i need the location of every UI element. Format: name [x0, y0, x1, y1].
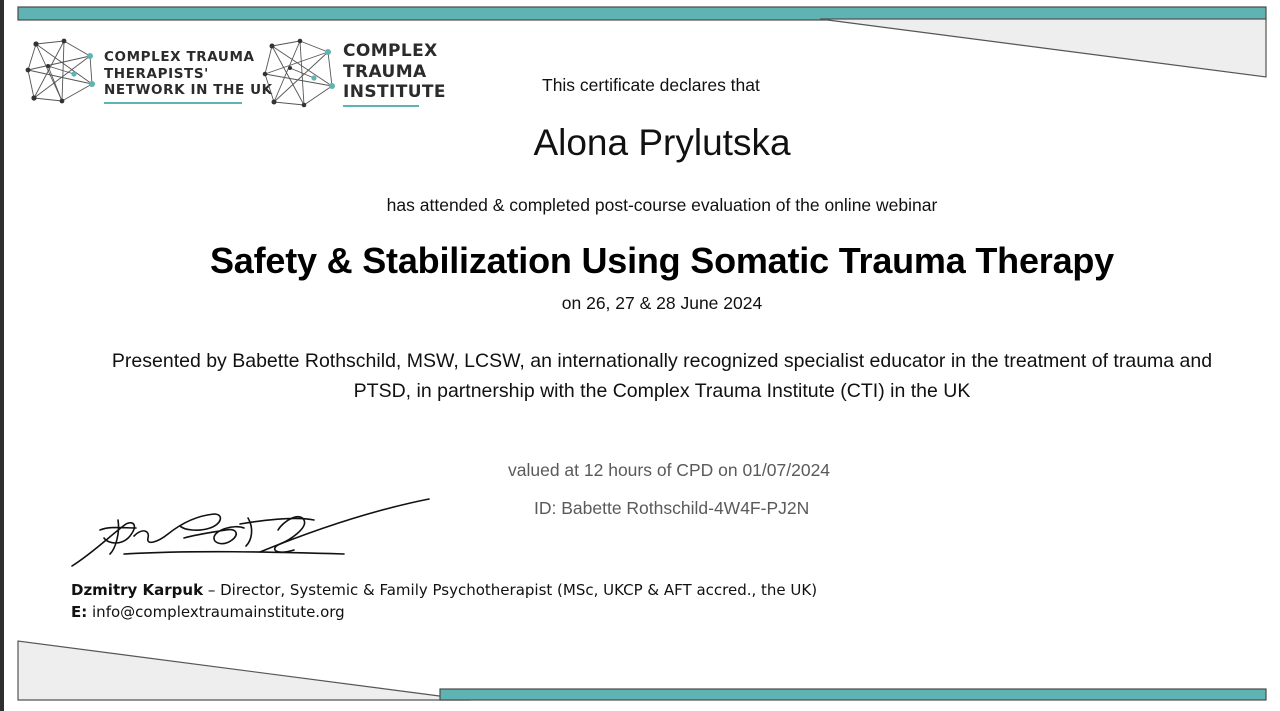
- signatory-line: [71, 581, 817, 599]
- network-logo-line: COMPLEX TRAUMA: [104, 49, 255, 65]
- email-address: info@complextraumainstitute.org: [87, 603, 345, 621]
- institute-logo-line: INSTITUTE: [343, 82, 446, 102]
- institute-logo-text: [343, 41, 446, 103]
- network-node-icon: [262, 38, 336, 108]
- institute-logo-line: TRAUMA: [343, 61, 427, 82]
- course-date: on 26, 27 & 28 June 2024: [561, 293, 763, 313]
- network-node-icon: [24, 38, 98, 104]
- signatory-name: Dzmitry Karpuk: [71, 581, 204, 599]
- institute-logo-line: COMPLEX: [343, 41, 438, 61]
- certificate-id: ID: Babette Rothschild-4W4F-PJ2N: [534, 498, 810, 518]
- recipient-name: Alona Prylutska: [533, 122, 791, 163]
- attendance-statement: has attended & completed post-course evaluation of the online webinar: [386, 195, 938, 215]
- declares-line: This certificate declares that: [542, 75, 760, 95]
- course-title: Safety & Stabilization Using Somatic Trauma Therapy: [209, 240, 1115, 281]
- email-label: E:: [71, 603, 88, 621]
- network-logo-line: NETWORK IN THE UK: [104, 82, 273, 98]
- contact-email-line: [71, 603, 345, 621]
- network-logo-text: [104, 49, 273, 99]
- window-edge: [0, 0, 4, 711]
- presenter-statement: Presented by Babette Rothschild, MSW, LCSW, an internationally recognized specialist educator in the treatment of trauma and PTSD, in partnership with the Complex Trauma Institute (CTI) in the UK: [111, 350, 1213, 402]
- network-logo-line: THERAPISTS': [104, 65, 209, 82]
- institute-logo-underline: [343, 105, 419, 107]
- network-logo-underline: [104, 102, 242, 104]
- handwritten-signature: [64, 494, 434, 574]
- cpd-value: valued at 12 hours of CPD on 01/07/2024: [508, 460, 831, 480]
- signatory-role: – Director, Systemic & Family Psychotherapist (MSc, UKCP & AFT accred., the UK): [203, 581, 818, 599]
